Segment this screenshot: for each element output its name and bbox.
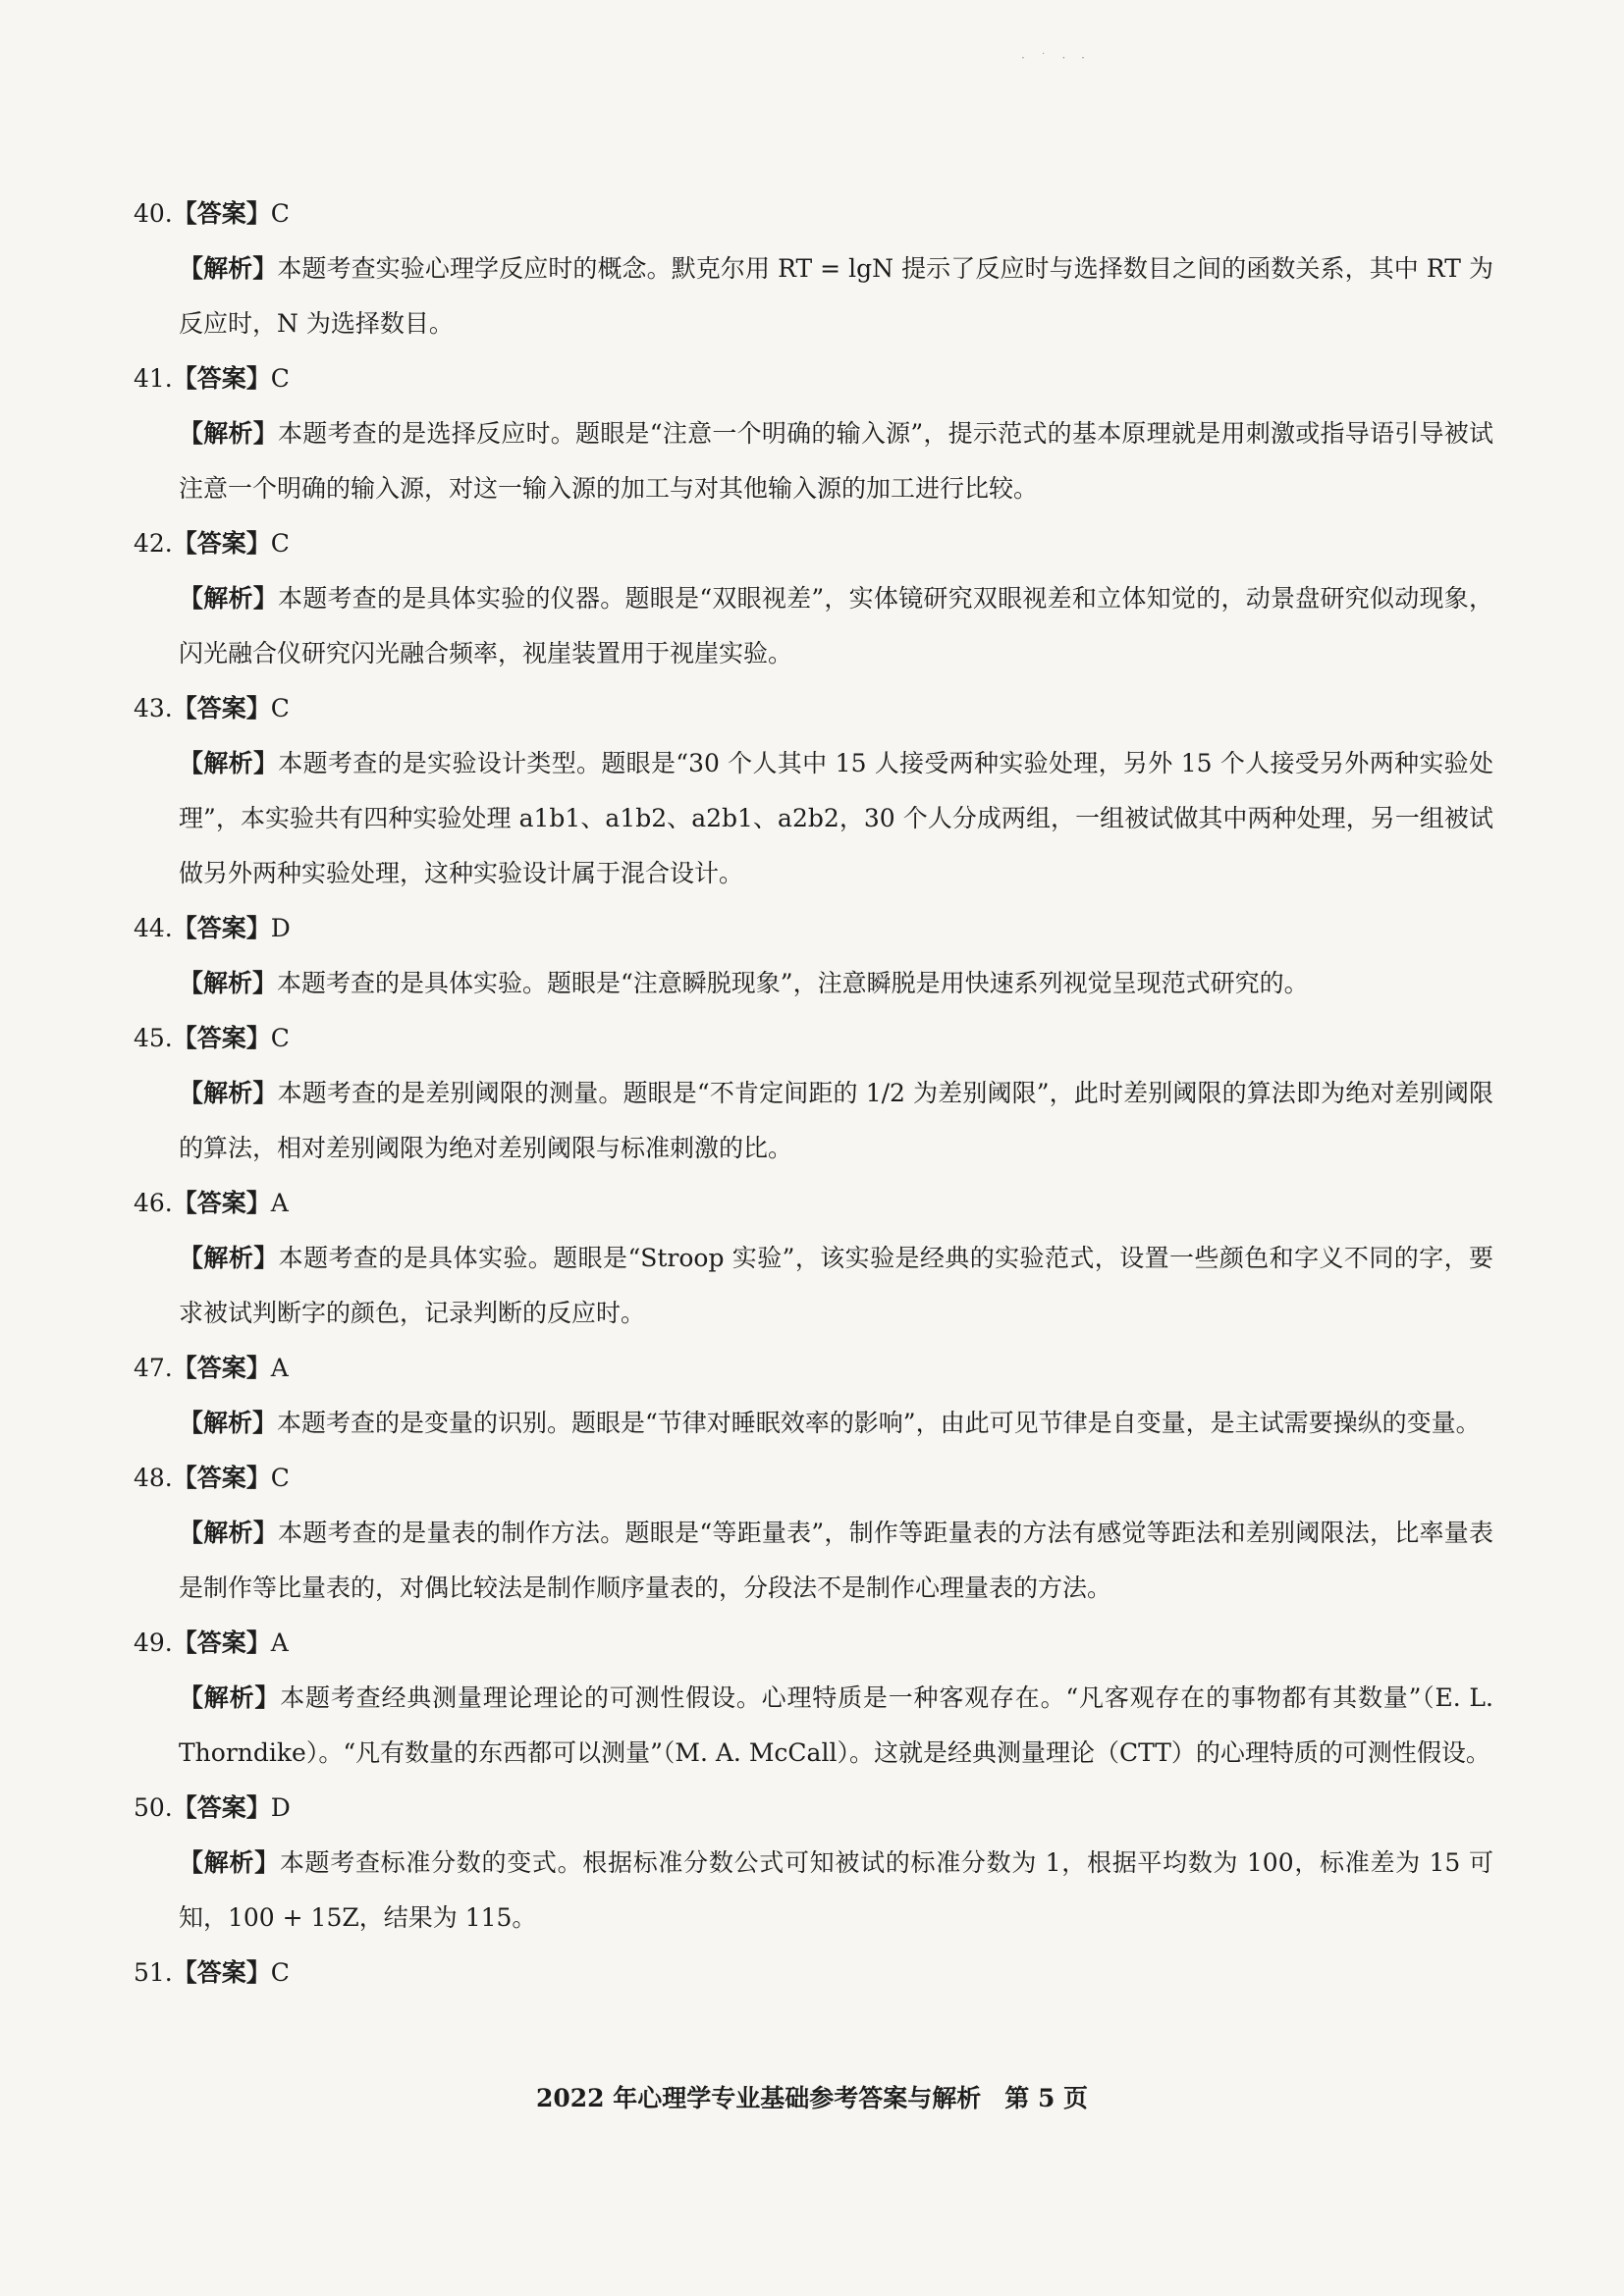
question-number: 50. xyxy=(134,1793,173,1822)
answer-value: C xyxy=(270,529,290,558)
question-number: 45. xyxy=(134,1024,173,1052)
answer-tag: 【答案】 xyxy=(172,1354,271,1382)
answer-tag: 【答案】 xyxy=(172,1629,271,1657)
answer-item-42 xyxy=(134,516,1493,681)
question-number: 41. xyxy=(134,364,173,393)
analysis-text: 本题考查经典测量理论理论的可测性假设。心理特质是一种客观存在。“凡客观存在的事物都有其数量”（E. L. Thorndike）。“凡有数量的东西都可以测量”（M. A. McCall）。这就是经典测量理论（CTT）的心理特质的可测性假设。 xyxy=(179,1683,1493,1767)
analysis-paragraph xyxy=(134,406,1493,516)
answer-item-49 xyxy=(134,1616,1493,1781)
answer-item-44 xyxy=(134,901,1493,1011)
answer-line xyxy=(134,1011,1493,1066)
analysis-tag: 【解析】 xyxy=(179,254,278,283)
answer-line xyxy=(134,1176,1493,1231)
answer-tag: 【答案】 xyxy=(172,1793,271,1822)
analysis-paragraph xyxy=(134,1506,1493,1616)
answer-tag: 【答案】 xyxy=(172,199,271,228)
answer-item-43 xyxy=(134,681,1493,901)
analysis-text: 本题考查标准分数的变式。根据标准分数公式可知被试的标准分数为 1，根据平均数为 100，标准差为 15 可知，100 + 15Z，结果为 115。 xyxy=(179,1848,1493,1932)
answer-value: C xyxy=(270,1958,290,1987)
footer-title: 2022 年心理学专业基础参考答案与解析 xyxy=(535,2084,982,2112)
analysis-paragraph xyxy=(134,1396,1493,1451)
answer-line xyxy=(134,516,1493,571)
answer-tag: 【答案】 xyxy=(172,1024,271,1052)
answer-item-51 xyxy=(134,1946,1493,2001)
analysis-tag: 【解析】 xyxy=(179,1409,278,1437)
analysis-text: 本题考查的是选择反应时。题眼是“注意一个明确的输入源”，提示范式的基本原理就是用刺激或指导语引导被试注意一个明确的输入源，对这一输入源的加工与对其他输入源的加工进行比较。 xyxy=(179,419,1493,503)
question-number: 51. xyxy=(134,1958,173,1987)
question-number: 49. xyxy=(134,1629,173,1657)
analysis-text: 本题考查的是变量的识别。题眼是“节律对睡眠效率的影响”，由此可见节律是自变量，是主试需要操纵的变量。 xyxy=(277,1409,1481,1437)
answer-tag: 【答案】 xyxy=(172,364,271,393)
answer-tag: 【答案】 xyxy=(172,914,271,942)
analysis-text: 本题考查的是具体实验的仪器。题眼是“双眼视差”，实体镜研究双眼视差和立体知觉的，动景盘研究似动现象，闪光融合仪研究闪光融合频率，视崖装置用于视崖实验。 xyxy=(179,584,1493,667)
analysis-tag: 【解析】 xyxy=(179,1683,281,1712)
answer-tag: 【答案】 xyxy=(172,1189,271,1217)
analysis-paragraph xyxy=(134,1836,1493,1946)
answer-item-41 xyxy=(134,351,1493,516)
analysis-tag: 【解析】 xyxy=(179,1079,278,1107)
analysis-text: 本题考查的是量表的制作方法。题眼是“等距量表”，制作等距量表的方法有感觉等距法和差别阈限法，比率量表是制作等比量表的，对偶比较法是制作顺序量表的，分段法不是制作心理量表的方法。 xyxy=(179,1519,1493,1602)
answer-value: C xyxy=(270,1464,290,1492)
analysis-text: 本题考查实验心理学反应时的概念。默克尔用 RT = lgN 提示了反应时与选择数目之间的函数关系，其中 RT 为反应时，N 为选择数目。 xyxy=(179,254,1493,338)
answer-item-50 xyxy=(134,1781,1493,1946)
answer-item-40 xyxy=(134,187,1493,351)
question-number: 40. xyxy=(134,199,173,228)
answer-line xyxy=(134,681,1493,736)
analysis-tag: 【解析】 xyxy=(179,1244,279,1272)
analysis-paragraph xyxy=(134,241,1493,351)
analysis-text: 本题考查的是具体实验。题眼是“Stroop 实验”，该实验是经典的实验范式，设置一些颜色和字义不同的字，要求被试判断字的颜色，记录判断的反应时。 xyxy=(179,1244,1493,1327)
answer-tag: 【答案】 xyxy=(172,529,271,558)
answer-tag: 【答案】 xyxy=(172,1464,271,1492)
answer-line xyxy=(134,1341,1493,1396)
question-number: 42. xyxy=(134,529,173,558)
analysis-tag: 【解析】 xyxy=(179,1519,279,1547)
answer-item-46 xyxy=(134,1176,1493,1341)
analysis-paragraph xyxy=(134,1066,1493,1176)
answer-value: C xyxy=(270,694,290,722)
analysis-paragraph xyxy=(134,736,1493,901)
question-number: 44. xyxy=(134,914,173,942)
answer-line xyxy=(134,187,1493,241)
answer-line xyxy=(134,901,1493,956)
analysis-tag: 【解析】 xyxy=(179,419,279,448)
answer-item-48 xyxy=(134,1451,1493,1616)
analysis-paragraph xyxy=(134,1671,1493,1781)
answer-item-47 xyxy=(134,1341,1493,1451)
answer-line xyxy=(134,1781,1493,1836)
analysis-tag: 【解析】 xyxy=(179,749,279,777)
answer-value: C xyxy=(270,1024,290,1052)
answer-value: A xyxy=(270,1189,289,1217)
question-number: 48. xyxy=(134,1464,173,1492)
analysis-paragraph xyxy=(134,956,1493,1011)
analysis-tag: 【解析】 xyxy=(179,969,278,997)
analysis-text: 本题考查的是实验设计类型。题眼是“30 个人其中 15 人接受两种实验处理，另外 15 个人接受另外两种实验处理”，本实验共有四种实验处理 a1b1、a1b2、a2b1、a2b2，30 个人分成两组，一组被试做其中两种处理，另一组被试做另外两种实验处理，这种实验设计属于混合设计。 xyxy=(179,749,1493,887)
answer-line xyxy=(134,1451,1493,1506)
analysis-paragraph xyxy=(134,1231,1493,1341)
answer-value: C xyxy=(270,364,290,393)
answer-value: C xyxy=(270,199,290,228)
analysis-tag: 【解析】 xyxy=(179,1848,280,1877)
page-number: 第 5 页 xyxy=(1004,2084,1089,2112)
analysis-tag: 【解析】 xyxy=(179,584,279,613)
answer-value: A xyxy=(270,1629,289,1657)
answer-value: D xyxy=(270,1793,291,1822)
answer-line xyxy=(134,351,1493,406)
page-footer xyxy=(0,2079,1624,2118)
question-number: 47. xyxy=(134,1354,173,1382)
scan-specks: · ˙ · · xyxy=(1021,51,1091,65)
analysis-paragraph xyxy=(134,571,1493,681)
answer-value: D xyxy=(270,914,291,942)
question-number: 46. xyxy=(134,1189,173,1217)
answer-item-45 xyxy=(134,1011,1493,1176)
analysis-text: 本题考查的是差别阈限的测量。题眼是“不肯定间距的 1/2 为差别阈限”，此时差别阈限的算法即为绝对差别阈限的算法，相对差别阈限为绝对差别阈限与标准刺激的比。 xyxy=(179,1079,1493,1162)
answer-list xyxy=(134,187,1493,2001)
answer-tag: 【答案】 xyxy=(172,1958,271,1987)
analysis-text: 本题考查的是具体实验。题眼是“注意瞬脱现象”，注意瞬脱是用快速系列视觉呈现范式研究的。 xyxy=(277,969,1309,997)
question-number: 43. xyxy=(134,694,173,722)
answer-line xyxy=(134,1946,1493,2001)
answer-tag: 【答案】 xyxy=(172,694,271,722)
answer-value: A xyxy=(270,1354,289,1382)
answer-line xyxy=(134,1616,1493,1671)
